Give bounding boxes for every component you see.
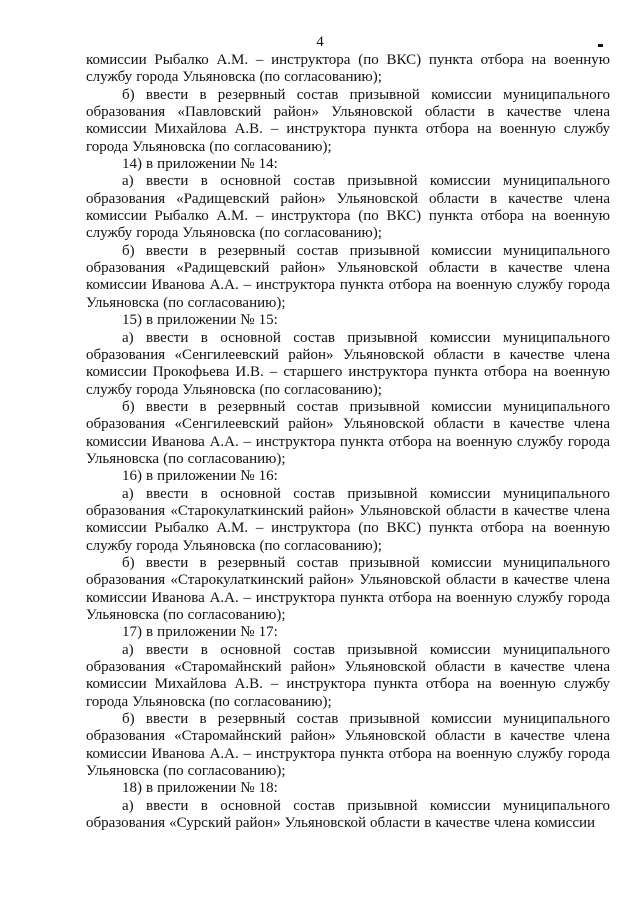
page-number: 4 (316, 34, 324, 50)
subitem-a-sengileevsky: а) ввести в основной состав призывной комиссии муниципального образования «Сенгилеевский район» Ульяновской области в качестве члена комиссии Прокофьева И.В. – старшего инструктора пункта отбора на военную службу города Ульяновска (по согласованию); (86, 329, 610, 398)
subitem-a-starokulatkinsky: а) ввести в основной состав призывной комиссии муниципального образования «Старокулаткинский район» Ульяновской области в качестве члена комиссии Рыбалко А.М. – инструктора (по ВКС) пункта отбора на военную службу города Ульяновска (по согласованию); (86, 485, 610, 554)
item-14-heading: 14) в приложении № 14: (122, 156, 278, 173)
item-17-heading: 17) в приложении № 17: (122, 624, 278, 641)
scan-mark (598, 44, 603, 47)
item-15-heading: 15) в приложении № 15: (122, 312, 278, 329)
item-16-heading: 16) в приложении № 16: (122, 468, 278, 485)
subitem-b-radishchevsky: б) ввести в резервный состав призывной комиссии муниципального образования «Радищевский район» Ульяновской области в качестве члена комиссии Иванова А.А. – инструктора пункта отбора на военную службу города Ульяновска (по согласованию); (86, 242, 610, 311)
subitem-b-pavlovsky: б) ввести в резервный состав призывной комиссии муниципального образования «Павловский район» Ульяновской области в качестве члена комиссии Михайлова А.В. – инструктора пункта отбора на военную службу города Ульяновска (по согласованию); (86, 86, 610, 155)
subitem-b-starokulatkinsky: б) ввести в резервный состав призывной комиссии муниципального образования «Старокулаткинский район» Ульяновской области в качестве члена комиссии Иванова А.А. – инструктора пункта отбора на военную службу города Ульяновска (по согласованию); (86, 554, 610, 623)
item-18-heading: 18) в приложении № 18: (122, 780, 278, 797)
paragraph-continuation: комиссии Рыбалко А.М. – инструктора (по ВКС) пункта отбора на военную службу города Ульяновска (по согласованию); (86, 52, 610, 86)
subitem-a-sursky: а) ввести в основной состав призывной комиссии муниципального образования «Сурский район» Ульяновской области в качестве члена комиссии (86, 797, 610, 832)
document-body (86, 52, 610, 832)
subitem-b-sengileevsky: б) ввести в резервный состав призывной комиссии муниципального образования «Сенгилеевский район» Ульяновской области в качестве члена комиссии Иванова А.А. – инструктора пункта отбора на военную службу города Ульяновска (по согласованию); (86, 398, 610, 467)
subitem-b-staromainsky: б) ввести в резервный состав призывной комиссии муниципального образования «Старомайнский район» Ульяновской области в качестве члена комиссии Иванова А.А. – инструктора пункта отбора на военную службу города Ульяновска (по согласованию); (86, 711, 610, 780)
subitem-a-radishchevsky: а) ввести в основной состав призывной комиссии муниципального образования «Радищевский район» Ульяновской области в качестве члена комиссии Рыбалко А.М. – инструктора (по ВКС) пункта отбора на военную службу города Ульяновска (по согласованию); (86, 173, 610, 242)
subitem-a-staromainsky: а) ввести в основной состав призывной комиссии муниципального образования «Старомайнский район» Ульяновской области в качестве члена комиссии Михайлова А.В. – инструктора пункта отбора на военную службу города Ульяновска (по согласованию); (86, 641, 610, 710)
